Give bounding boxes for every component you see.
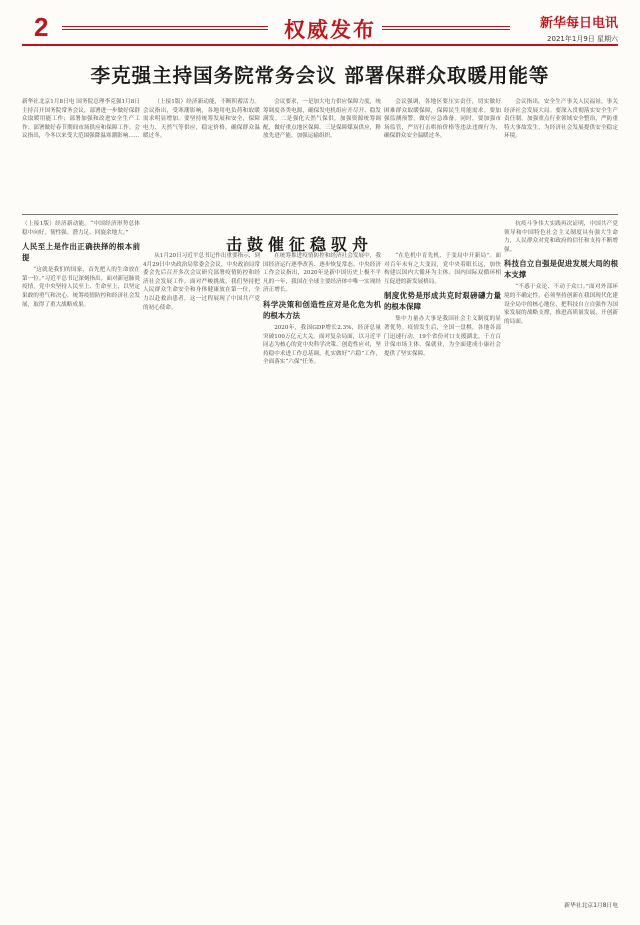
article-text: 从1月20日习近平总书记作出重要指示，到4月29日中央政治局常委会会议，中央政治局常委会先后召开多次会议研究部署疫情防控和经济社会发展工作。面对严峻挑战，我们坚持把人民群众生命安全和身体健康放在第一位，全力以赴救治患者，这一过程展现了中国共产党的初心使命。: [143, 253, 260, 311]
article-text: “在危机中育先机、于变局中开新局”。面对百年未有之大变局，党中央着眼长远，加快构建以国内大循环为主体、国内国际双循环相互促进的新发展格局。: [384, 253, 501, 285]
article2-column-2: [143, 252, 260, 908]
article1-column-2: [143, 98, 260, 210]
article2-column-4: [384, 252, 501, 908]
article-text: 在统筹推进疫情防控和经济社会发展中，我国经济运行逐季改善、逐步恢复常态。中央经济工作会议指出，2020年是新中国历史上极不平凡的一年，我国在全球主要经济体中唯一实现经济正增长。: [263, 253, 381, 294]
page-number: 2: [34, 12, 49, 42]
article-text: “不惑于众论、不动于众口。”面对外部环境的不确定性，必须坚持创新在我国现代化建设全局中的核心地位，把科技自立自强作为国家发展的战略支撑，推进高质量发展，开创新的局面。: [504, 284, 618, 325]
section-subhead: 科学决策和创造性应对是化危为机的根本方法: [263, 299, 381, 320]
article-text: 会议强调，各地区要压实责任，切实做好困难群众取暖保障，保障民生用能需求。要加强监测预警，做好应急准备。同时，要加强市场监管，严厉打击哄抬价格等违法违规行为，确保群众安全温暖过冬。: [384, 99, 501, 140]
newspaper-brand: [540, 12, 618, 44]
section-subhead: 人民至上是作出正确抉择的根本前提: [22, 242, 140, 263]
article2-column-3: [263, 252, 381, 908]
section-subhead: 制度优势是形成共克时艰磅礴力量的根本保障: [384, 291, 501, 312]
section-subhead: 科技自立自强是促进发展大局的根本支撑: [504, 259, 618, 280]
issue-date: 2021年1月9日 星期六: [547, 35, 618, 43]
article-text: 新华社北京1月8日电 国务院总理李克强1月8日主持召开国务院常务会议，部署进一步做好保群众取暖用能工作；部署加强和改进安全生产工作；部署做好春节期间市场供应和保障工作。会议指出，今冬以来受大范围强降温寒潮影响……: [22, 99, 140, 140]
article1-column-4: [384, 98, 501, 210]
article2-column-5: [504, 220, 618, 908]
header-ornament-left: [62, 26, 268, 30]
header-rule: [22, 44, 618, 46]
article-text: 2020年，我国GDP增长2.3%，经济总量突破100万亿元大关。面对复杂局面，以习近平同志为核心的党中央科学决策、创造性应对，坚持稳中求进工作总基调，扎实做好“六稳”工作，全面落实“六保”任务。: [263, 324, 381, 366]
article-signature: 新华社北京1月8日电: [564, 903, 618, 909]
article-text: “这就是我们的国家，首先把人的生命放在第一位。”习近平总书记深刻指出。面对新冠肺炎疫情，党中央坚持人民至上、生命至上，以坚定果敢的勇气和决心，统筹疫情防控和经济社会发展，取得了重大战略成果。: [22, 267, 140, 308]
article-text: （上接1版）经济新动能。“中国经济形势总体稳中向好，韧性强、潜力足、回旋余地大。”: [22, 221, 140, 236]
article-text: 集中力量办大事是我国社会主义制度的显著优势。疫情发生后，全国一盘棋，各地各部门迅速行动，19个省份对口支援湖北，千方百计保市场主体、保就业，为全面建成小康社会提供了坚实保障。: [384, 316, 501, 357]
article-text: 会议指出，安全生产事关人民福祉，事关经济社会发展大局。要深入贯彻落实安全生产责任制，加强重点行业领域安全整治，严防重特大事故发生，为经济社会发展提供安全稳定环境。: [504, 99, 618, 140]
article-headline: 李克强主持国务院常务会议 部署保群众取暖用能等: [90, 64, 550, 87]
section-title: 权威发布: [284, 18, 376, 42]
article1-column-5: [504, 98, 618, 210]
article-text: 抗疫斗争伟大实践再次证明，中国共产党领导和中国特色社会主义制度具有强大生命力，人民群众对党和政府的信任和支持不断增强。: [504, 221, 618, 253]
article1-column-3: [263, 98, 381, 210]
header-ornament-right: [382, 26, 510, 30]
article2-headline: 击鼓催征稳驭舟: [226, 235, 374, 254]
article-text: （上接1版）经济新动能，不断积蓄活力。会议指出，受寒潮影响，各地用电负荷和取暖需求明显增加。要坚持统筹发展和安全，保障电力、天然气等供应，稳定价格，确保群众温暖过冬。: [143, 99, 260, 140]
article1-column-1: [22, 98, 140, 210]
article-text: 会议要求，一是加大电力供应保障力度，统筹调度各类电源，确保发电机组应开尽开、稳发满发。二是强化天然气保供，加强资源统筹调配，做好重点地区保障。三是保障煤炭供应，释放先进产能，加强运输组织。: [263, 99, 381, 140]
article-divider: [22, 214, 618, 215]
article2-column-1: [22, 220, 140, 908]
brand-name: 新华每日电讯: [539, 16, 618, 31]
